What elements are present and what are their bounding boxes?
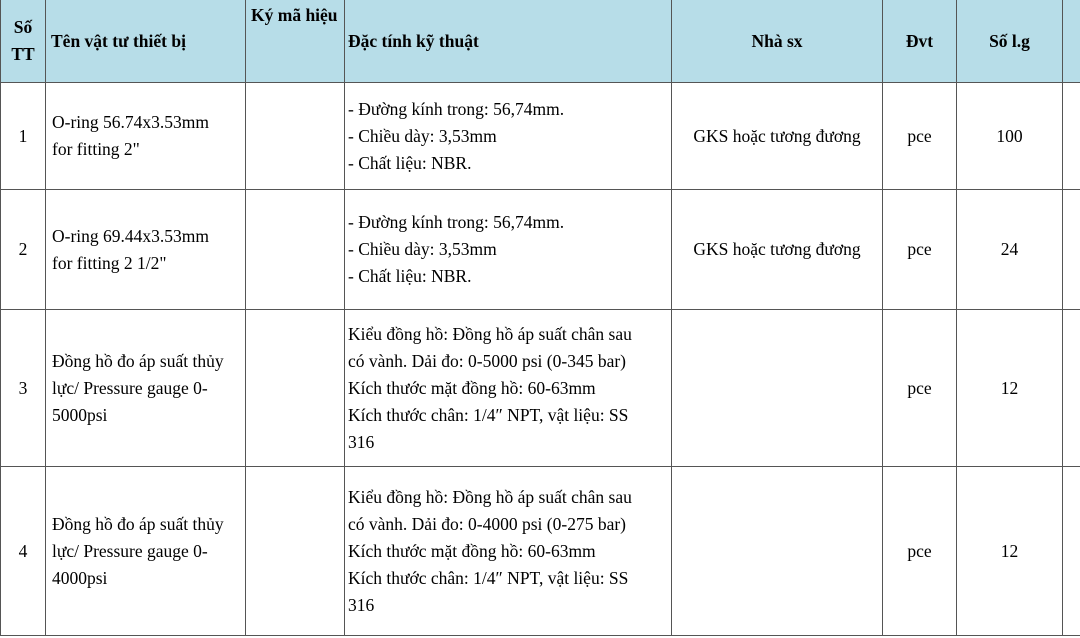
row4-maker[interactable] xyxy=(672,467,883,636)
row1-qty[interactable]: 100 xyxy=(957,83,1063,190)
row1-stt[interactable]: 1 xyxy=(0,83,46,190)
row2-extra[interactable] xyxy=(1063,190,1080,310)
row1-spec[interactable] xyxy=(345,83,672,190)
row2-name[interactable] xyxy=(46,190,246,310)
row2-code[interactable] xyxy=(246,190,345,310)
row1-spec-line: - Chất liệu: NBR. xyxy=(348,152,472,173)
row1-name-line: O-ring 56.74x3.53mm xyxy=(52,112,210,132)
row4-name-line: lực/ Pressure gauge 0- xyxy=(52,540,208,561)
row4-spec-line: có vành. Dải đo: 0-4000 psi (0-275 bar) xyxy=(348,513,626,534)
row2-maker[interactable]: GKS hoặc tương đương xyxy=(672,190,883,310)
row4-spec-line: Kích thước chân: 1/4″ NPT, vật liệu: SS xyxy=(348,567,629,588)
row4-spec[interactable] xyxy=(345,467,672,636)
header-extra[interactable] xyxy=(1063,0,1080,83)
row4-spec-line: Kiểu đồng hồ: Đồng hồ áp suất chân sau xyxy=(348,486,632,507)
header-maker[interactable]: Nhà sx xyxy=(672,0,883,83)
header-qty[interactable]: Số l.g xyxy=(957,0,1063,83)
row4-extra[interactable] xyxy=(1063,467,1080,636)
row2-spec[interactable] xyxy=(345,190,672,310)
row2-spec-line: - Đường kính trong: 56,74mm. xyxy=(348,212,565,232)
row1-name-line: for fitting 2" xyxy=(52,139,140,159)
row4-name-line: 4000psi xyxy=(52,567,108,588)
header-spec[interactable]: Đặc tính kỹ thuật xyxy=(345,0,672,83)
row2-name-line: O-ring 69.44x3.53mm xyxy=(52,225,210,246)
row3-spec-line: Kích thước chân: 1/4″ NPT, vật liệu: SS xyxy=(348,404,629,425)
row1-spec-line: - Chiều dày: 3,53mm xyxy=(348,125,497,146)
row3-spec[interactable] xyxy=(345,310,672,467)
row3-spec-line: Kiểu đồng hồ: Đồng hồ áp suất chân sau xyxy=(348,323,632,344)
row1-spec-line: - Đường kính trong: 56,74mm. xyxy=(348,98,565,119)
row1-maker[interactable]: GKS hoặc tương đương xyxy=(672,83,883,190)
row3-name[interactable] xyxy=(46,310,246,467)
header-stt[interactable]: Số TT xyxy=(0,0,46,83)
row3-spec-line: Kích thước mặt đồng hồ: 60-63mm xyxy=(348,377,596,398)
row4-spec-line: 316 xyxy=(348,594,375,615)
row3-maker[interactable] xyxy=(672,310,883,467)
row2-spec-line: - Chất liệu: NBR. xyxy=(348,266,472,286)
row4-name[interactable] xyxy=(46,467,246,636)
row3-name-line: Đồng hồ đo áp suất thủy xyxy=(52,350,224,371)
row3-unit[interactable]: pce xyxy=(883,310,957,467)
row4-name-line: Đồng hồ đo áp suất thủy xyxy=(52,513,224,534)
row3-name-line: 5000psi xyxy=(52,404,108,425)
row3-spec-line: 316 xyxy=(348,431,375,452)
row1-code[interactable] xyxy=(246,83,345,190)
row2-qty[interactable]: 24 xyxy=(957,190,1063,310)
row4-code[interactable] xyxy=(246,467,345,636)
row3-name-line: lực/ Pressure gauge 0- xyxy=(52,377,208,398)
row4-qty[interactable]: 12 xyxy=(957,467,1063,636)
row4-stt[interactable]: 4 xyxy=(0,467,46,636)
row2-stt[interactable]: 2 xyxy=(0,190,46,310)
row3-spec-line: có vành. Dải đo: 0-5000 psi (0-345 bar) xyxy=(348,350,626,371)
row4-spec-line: Kích thước mặt đồng hồ: 60-63mm xyxy=(348,540,596,561)
row3-stt[interactable]: 3 xyxy=(0,310,46,467)
header-code[interactable]: Ký mã hiệu xyxy=(246,0,345,83)
row1-extra[interactable] xyxy=(1063,83,1080,190)
row3-qty[interactable]: 12 xyxy=(957,310,1063,467)
row2-name-line: for fitting 2 1/2" xyxy=(52,252,167,273)
row4-unit[interactable]: pce xyxy=(883,467,957,636)
header-unit[interactable]: Đvt xyxy=(883,0,957,83)
row2-unit[interactable]: pce xyxy=(883,190,957,310)
row1-name[interactable] xyxy=(46,83,246,190)
header-name[interactable]: Tên vật tư thiết bị xyxy=(46,0,246,83)
row3-extra[interactable] xyxy=(1063,310,1080,467)
row3-code[interactable] xyxy=(246,310,345,467)
row2-spec-line: - Chiều dày: 3,53mm xyxy=(348,239,497,259)
row1-unit[interactable]: pce xyxy=(883,83,957,190)
